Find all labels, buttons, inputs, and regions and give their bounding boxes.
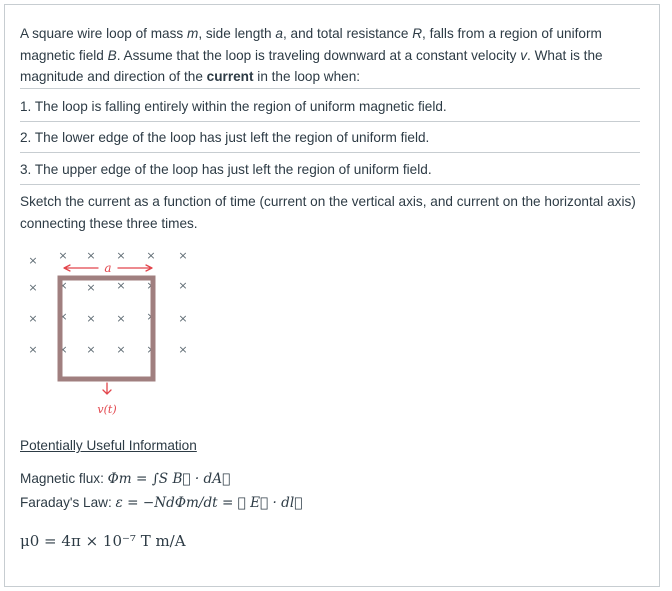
field-marker: × <box>28 254 38 267</box>
square-loop <box>60 278 156 379</box>
field-marker: × <box>116 279 126 292</box>
question-item-3: 3. The upper edge of the loop has just left the region of uniform field. <box>20 162 432 177</box>
field-marker: × <box>58 249 68 262</box>
field-marker: × <box>86 343 96 356</box>
field-marker: × <box>28 343 38 356</box>
field-marker: × <box>146 249 156 262</box>
field-marker: × <box>146 310 156 323</box>
question-item-2: 2. The lower edge of the loop has just left the region of uniform field. <box>20 130 430 145</box>
field-marker: × <box>146 343 156 356</box>
side-length-label: a <box>104 261 112 275</box>
velocity-label: v(t) <box>97 403 117 416</box>
side-length-arrow-right <box>118 265 152 271</box>
field-marker: × <box>28 312 38 325</box>
flux-line: Magnetic flux: Φm = ∫S B⃗ · dA⃗ <box>20 471 231 487</box>
field-marker: × <box>28 281 38 294</box>
velocity-arrow <box>103 383 111 394</box>
field-marker: × <box>58 310 68 323</box>
field-marker: × <box>178 343 188 356</box>
permeability-line: μ0 = 4π × 10⁻⁷ T m/A <box>20 532 186 550</box>
field-marker: × <box>116 249 126 262</box>
field-marker: × <box>116 312 126 325</box>
field-marker: × <box>86 249 96 262</box>
info-heading: Potentially Useful Information <box>20 438 197 453</box>
field-marker: × <box>58 279 68 292</box>
side-length-arrow-left <box>64 265 98 271</box>
field-marker: × <box>116 343 126 356</box>
field-marker: × <box>178 312 188 325</box>
problem-intro: A square wire loop of mass m, side length a, and total resistance R, falls from a region of uniform magnetic field B. Assume that the loop is traveling downward at a constant velocity v. What is the magnitude and direction of the current in the loop when: <box>20 26 603 84</box>
field-marker: × <box>178 249 188 262</box>
question-item-1: 1. The loop is falling entirely within the region of uniform magnetic field. <box>20 99 447 114</box>
field-marker: × <box>58 343 68 356</box>
field-marker: × <box>86 312 96 325</box>
field-marker: × <box>146 279 156 292</box>
faraday-line: Faraday's Law: ε = −NdΦm/dt = ∮ E⃗ · dl⃗ <box>20 495 303 511</box>
field-marker: × <box>86 281 96 294</box>
field-marker: × <box>178 279 188 292</box>
sketch-instruction: Sketch the current as a function of time (current on the vertical axis, and current on the horizontal axis) connecting these three times. <box>20 194 636 231</box>
